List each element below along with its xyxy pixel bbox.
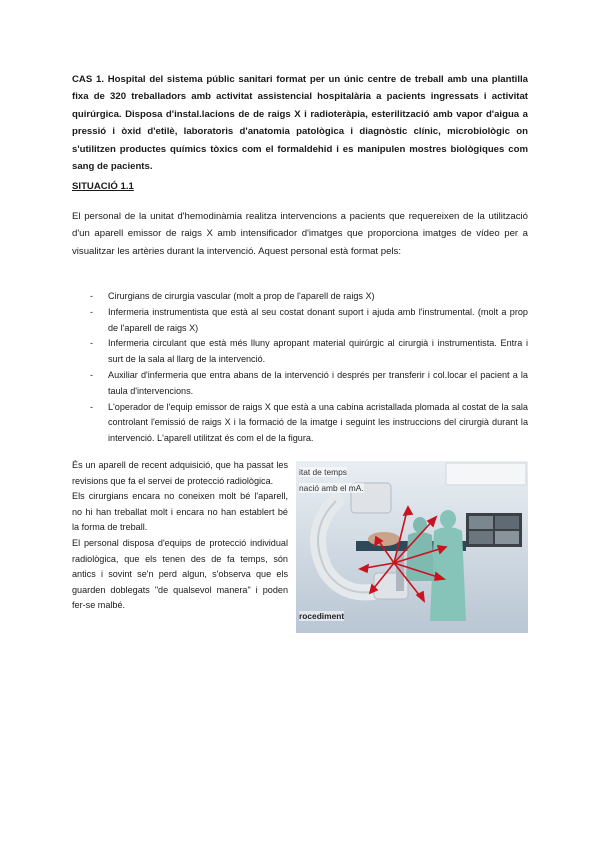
case-intro-paragraph: CAS 1. Hospital del sistema públic sanitari format per un únic centre de treball amb una plantilla fixa de 320 treballadors amb activitat assistencial hospitalària a pacients ingressats i activitat quirúrgica. Disposa d'instal.lacions de de raigs X i radioteràpia, esterilització amb vapor d'aigua a pressió i òxid d'etilè, laboratoris d'anatomia patològica i diagnòstic clínic, microbiològic on s'utilitzen productes químics tòxics com el formaldehid i es manipulen mostres biològiques com sang de pacients. [72,74,528,173]
list-item: - Infermeria instrumentista que està al seu costat donant suport i ajuda amb l'instrumental. (molt a prop de l'aparell de raigs X) [90,305,528,337]
situation-title: SITUACIÓ 1.1 [72,181,134,192]
list-item: - Auxiliar d'infermeria que entra abans de la intervenció i després per transferir i col.locar el pacient a la taula d'intervencions. [90,368,528,400]
monitor-screen [469,516,493,529]
monitor-screen [469,531,493,544]
nurse-head [413,517,427,533]
patient [368,532,400,546]
monitor-screen [495,516,519,529]
list-item: - L'operador de l'equip emissor de raigs X que està a una cabina acristallada plomada al costat de la sala controlant l'emissió de raigs X i la formació de la imatge i seguint les instruccions del cirurgià durant la intervenció. L'aparell utilitzat és com el de la figura. [90,400,528,447]
side-text [72,458,288,614]
figure-caption-bottom: rocediment [299,611,345,621]
surgeon-head [440,510,456,528]
side-paragraph: És un aparell de recent adquisició, que ha passat les revisions que fa el servei de protecció radiològica. [72,460,288,486]
xray-equipment-figure [296,461,528,633]
side-paragraph: El personal disposa d'equips de protecció individual radiològica, que els tenen des de fa temps, són antics i sovint se'n perd algun, s'observa que els guarden doblegats "de qualsevol manera" i poden fer-se malbé. [72,537,288,611]
list-item: - Cirurgians de cirurgia vascular (molt a prop de l'aparell de raigs X) [90,289,528,305]
staff-list [90,289,528,447]
monitor-screen [495,531,519,544]
side-paragraph: Els cirurgians encara no coneixen molt bé l'aparell, no hi han treballat molt i encara no han establert bé la forma de treball. [72,491,288,533]
ceiling-light [446,463,526,485]
situation-paragraph: El personal de la unitat d'hemodinàmia realitza intervencions a pacients que requereixen de la utilització d'un aparell emissor de raigs X amb intensificador d'imatges que proporciona imatges de vídeo per a visualitzar les artèries durant la intervenció. Aquest personal està format pels: [72,211,528,257]
figure-caption-top-1: itat de temps [299,467,347,477]
list-item: - Infermeria circulant que està més lluny apropant material quirúrgic al cirurgià i instrumentista. Entra i surt de la sala al llarg de la intervenció. [90,336,528,368]
figure-caption-top-2: nació amb el mA. [299,483,364,493]
